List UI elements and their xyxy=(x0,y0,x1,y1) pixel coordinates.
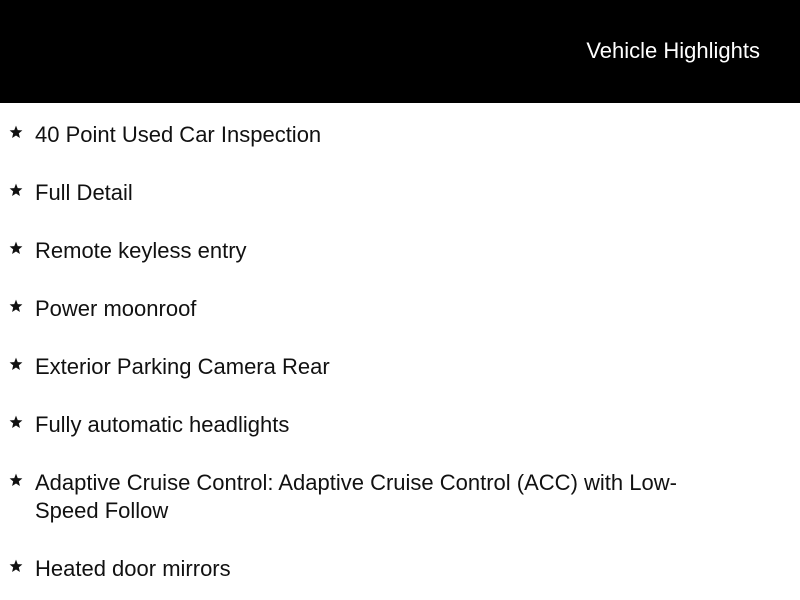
star-icon xyxy=(8,356,24,372)
page-title: Vehicle Highlights xyxy=(586,38,760,63)
star-icon xyxy=(8,558,24,574)
list-item-label: Fully automatic headlights xyxy=(35,412,290,437)
star-icon xyxy=(8,414,24,430)
star-icon xyxy=(8,472,24,488)
list-item-label: Adaptive Cruise Control: Adaptive Cruise Control (ACC) with Low-Speed Follow xyxy=(35,470,677,523)
list-item-label: Exterior Parking Camera Rear xyxy=(35,354,330,379)
header-bar xyxy=(0,0,800,103)
star-icon xyxy=(8,182,24,198)
list-item-label: Heated door mirrors xyxy=(35,556,231,581)
list-item-label: 40 Point Used Car Inspection xyxy=(35,122,322,147)
highlights-list xyxy=(0,103,800,600)
star-icon xyxy=(8,124,24,140)
list-item-label: Remote keyless entry xyxy=(35,238,247,263)
star-icon xyxy=(8,240,24,256)
list-item-label: Full Detail xyxy=(35,180,133,205)
star-icon xyxy=(8,298,24,314)
list-item-label: Power moonroof xyxy=(35,296,197,321)
